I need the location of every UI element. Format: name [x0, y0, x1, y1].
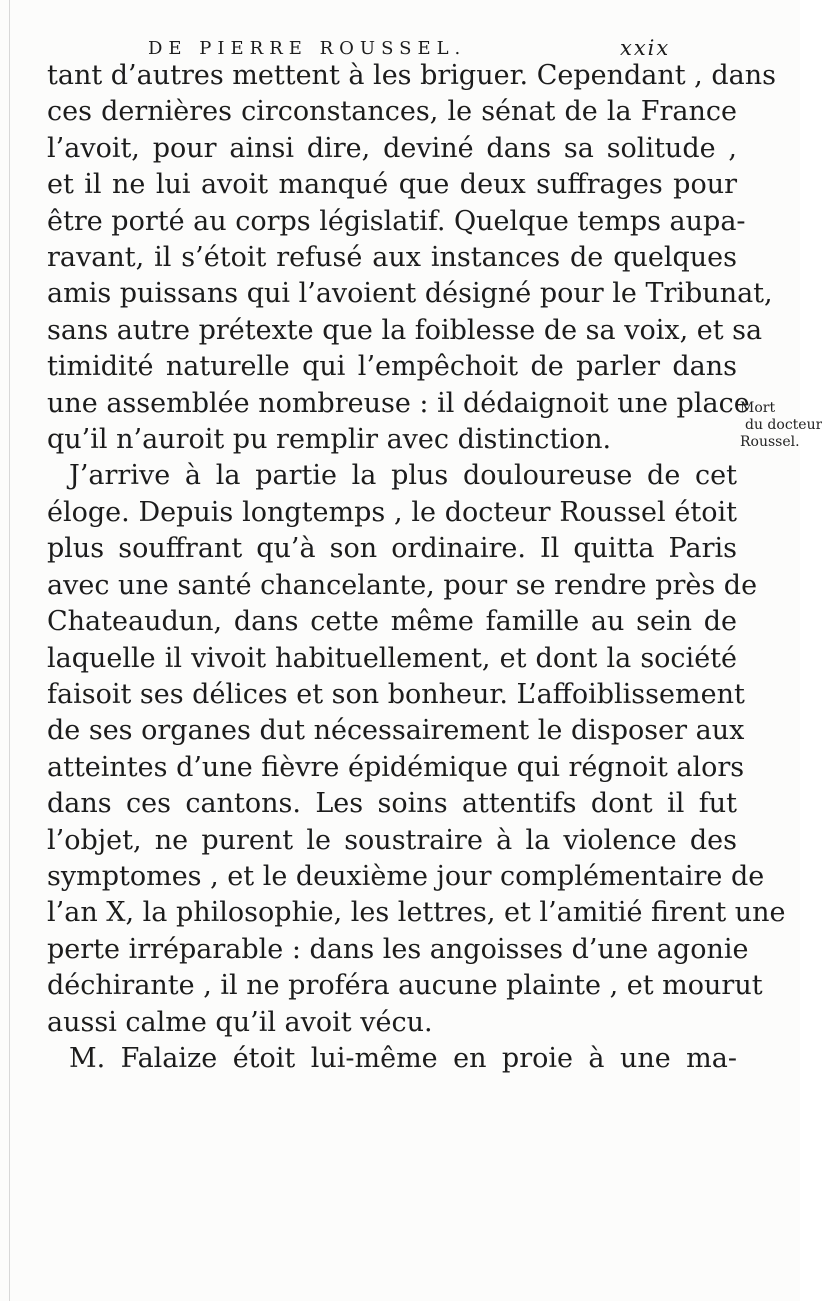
text-line: J’arrive à la partie la plus douloureuse de cet	[69, 460, 737, 492]
text-line: Chateaudun, dans cette même famille au sein de	[47, 606, 737, 638]
margin-note-line: du docteur	[745, 417, 822, 433]
text-line: de ses organes dut nécessairement le disposer aux	[47, 715, 745, 747]
running-title: DE PIERRE ROUSSEL.	[148, 38, 467, 59]
text-line: M. Falaize étoit lui-même en proie à une ma-	[69, 1042, 737, 1074]
text-line: avec une santé chancelante, pour se rendre près de	[47, 569, 758, 601]
text-line: atteintes d’une fièvre épidémique qui régnoit alors	[47, 751, 745, 783]
text-line: symptomes , et le deuxième jour complémentaire de	[47, 860, 765, 892]
text-line: dans ces cantons. Les soins attentifs dont il fut	[47, 788, 737, 820]
margin-note	[740, 400, 822, 451]
text-line: sans autre prétexte que la foiblesse de sa voix, et sa	[47, 314, 763, 346]
text-line: éloge. Depuis longtemps , le docteur Roussel étoit	[47, 496, 737, 528]
text-line: ces dernières circonstances, le sénat de la France	[47, 96, 737, 128]
text-line: déchirante , il ne proféra aucune plainte , et mourut	[47, 970, 763, 1002]
margin-note-line: Roussel.	[740, 434, 800, 450]
text-line: tant d’autres mettent à les briguer. Cependant , dans	[47, 60, 776, 91]
text-line: perte irréparable : dans les angoisses d’une agonie	[47, 933, 749, 965]
page-binding-edge	[9, 0, 10, 1301]
text-line: qu’il n’auroit pu remplir avec distinction.	[47, 424, 612, 456]
text-line: laquelle il vivoit habituellement, et dont la société	[47, 642, 737, 674]
text-line: l’objet, ne purent le soustraire à la violence des	[47, 824, 737, 856]
text-line: être porté au corps législatif. Quelque temps aupa-	[47, 205, 746, 237]
text-line: et il ne lui avoit manqué que deux suffrages pour	[47, 169, 737, 201]
text-line: faisoit ses délices et son bonheur. L’affoiblissement	[47, 678, 745, 710]
text-line: aussi calme qu’il avoit vécu.	[47, 1006, 433, 1038]
text-line: amis puissans qui l’avoient désigné pour le Tribunat,	[47, 278, 773, 310]
text-line: l’an X, la philosophie, les lettres, et l’amitié firent une	[47, 897, 786, 929]
margin-note-line: Mort	[740, 400, 776, 416]
text-line: une assemblée nombreuse : il dédaignoit une place	[47, 387, 750, 419]
text-line: timidité naturelle qui l’empêchoit de parler dans	[47, 351, 737, 383]
text-line: ravant, il s’étoit refusé aux instances de quelques	[47, 242, 737, 274]
text-line: plus souffrant qu’à son ordinaire. Il quitta Paris	[47, 533, 737, 565]
text-line: l’avoit, pour ainsi dire, deviné dans sa solitude ,	[47, 132, 737, 164]
page-number: xxix	[620, 36, 671, 60]
